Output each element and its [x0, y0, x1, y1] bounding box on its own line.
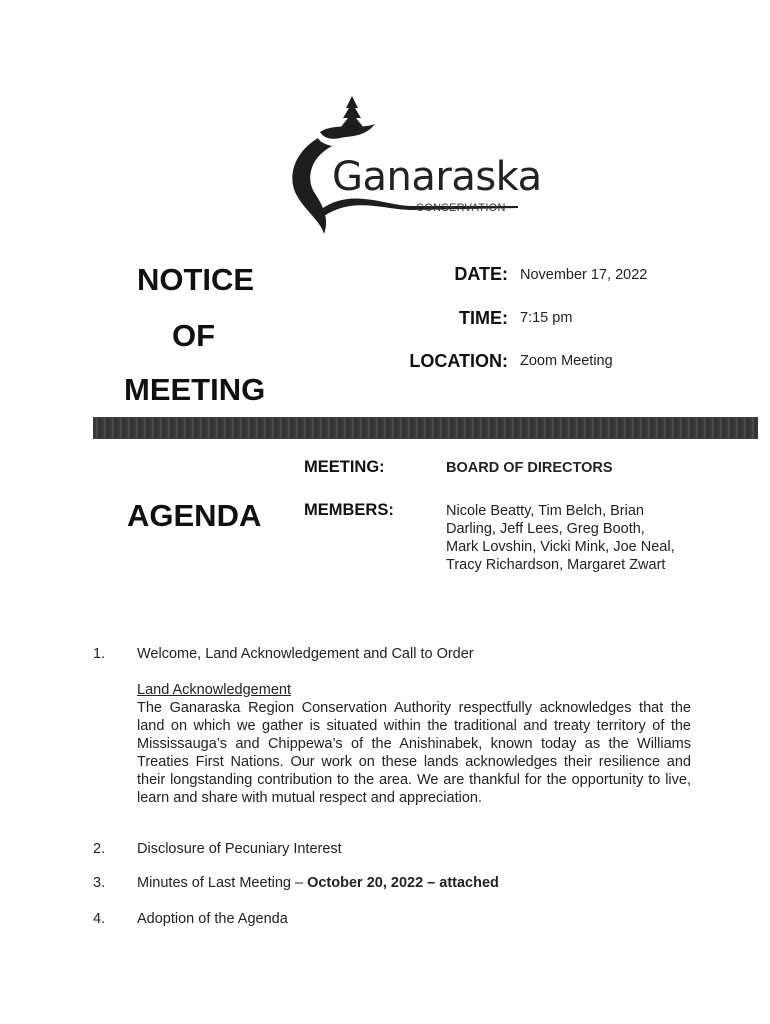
- ganaraska-logo: [280, 92, 542, 240]
- agenda-item-text-plain: Minutes of Last Meeting –: [137, 875, 308, 891]
- land-acknowledgement-heading: Land Acknowledgement: [137, 682, 291, 698]
- land-acknowledgement-text: The Ganaraska Region Conservation Authority respectfully acknowledges that the land on which we gather is situated within the traditional and treaty territory of the Mississauga’s and Chippewa’s of the Anishinabek, known today as the Williams Treaties First Nations. Our work on these lands acknowledges their resilience and their longstanding contribution to the area. We are thankful for the opportunity to live, learn and share with mutual respect and appreciation.: [137, 700, 691, 806]
- members-list: [446, 502, 675, 574]
- notice-title-line2: OF: [172, 318, 216, 353]
- location-label: LOCATION:: [409, 351, 508, 371]
- agenda-item-text: [137, 875, 499, 891]
- meeting-label: MEETING:: [304, 458, 385, 476]
- agenda-item-number: 2.: [93, 841, 106, 857]
- date-label: DATE:: [454, 264, 508, 284]
- agenda-item-number: 4.: [93, 911, 106, 927]
- notice-title-line3: MEETING: [124, 372, 266, 407]
- agenda-item-text: Welcome, Land Acknowledgement and Call to Order: [137, 646, 474, 662]
- logo-wordmark: Ganaraska: [332, 154, 542, 200]
- members-line: Mark Lovshin, Vicki Mink, Joe Neal,: [446, 539, 675, 555]
- section-divider-bar: [93, 417, 758, 439]
- agenda-item-text: Disclosure of Pecuniary Interest: [137, 841, 342, 857]
- location-value: Zoom Meeting: [520, 353, 613, 369]
- members-line: Nicole Beatty, Tim Belch, Brian: [446, 503, 644, 519]
- agenda-title: AGENDA: [127, 498, 262, 533]
- notice-title-line1: NOTICE: [137, 262, 255, 297]
- agenda-item-text: Adoption of the Agenda: [137, 911, 288, 927]
- members-label: MEMBERS:: [304, 501, 394, 519]
- meeting-value: BOARD OF DIRECTORS: [446, 460, 613, 476]
- agenda-item-number: 1.: [93, 646, 106, 662]
- date-value: November 17, 2022: [520, 267, 648, 283]
- time-label: TIME:: [459, 308, 508, 328]
- time-value: 7:15 pm: [520, 310, 573, 326]
- logo-subtitle: CONSERVATION: [416, 202, 506, 214]
- agenda-item-number: 3.: [93, 875, 106, 891]
- members-line: Darling, Jeff Lees, Greg Booth,: [446, 521, 645, 537]
- agenda-item-text-bold: October 20, 2022 – attached: [307, 875, 499, 891]
- members-line: Tracy Richardson, Margaret Zwart: [446, 557, 666, 573]
